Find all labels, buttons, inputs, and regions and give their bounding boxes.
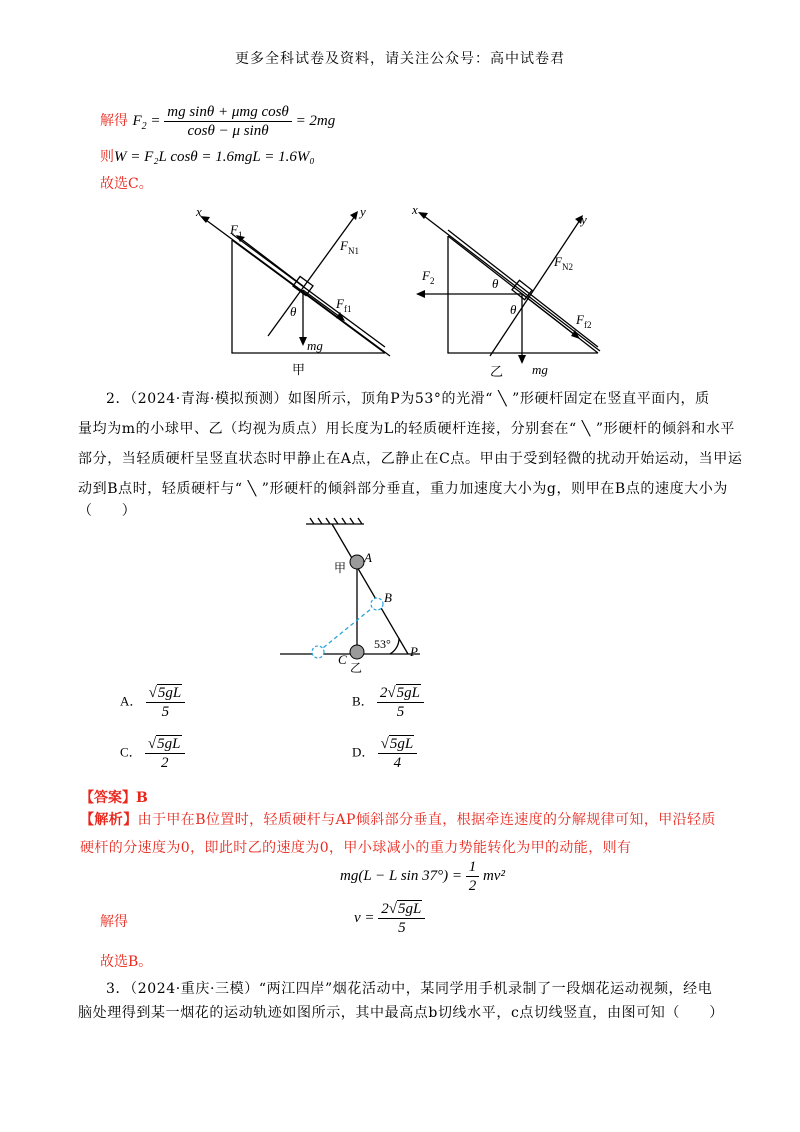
question-2-line-4: 动到B点时，轻质硬杆与“ ╲ ”形硬杆的倾斜部分垂直，重力加速度大小为g，则甲在B点的速度大小为: [78, 481, 728, 497]
mg-label-yi: mg: [532, 362, 548, 377]
velocity-radicand: 5gL: [398, 901, 422, 917]
solution-f2-line: [100, 103, 335, 140]
x-axis-jia: [206, 220, 390, 356]
ball-yi: [350, 645, 364, 659]
velocity-result: v = $\frac{2√5gL}{5}$: [354, 900, 425, 937]
velocity-coef: 2: [381, 901, 389, 917]
rod-diagram: [270, 514, 430, 674]
analysis-label: 【解析】: [80, 812, 138, 828]
f2-symbol: F: [132, 112, 142, 129]
caption-yi: 乙: [490, 364, 504, 379]
choice-c: 故选C。: [100, 176, 153, 192]
f1-label: F: [230, 222, 238, 237]
label-jia: 甲: [334, 561, 347, 575]
ghost-ball-c: [312, 646, 324, 658]
y-label-yi: y: [581, 212, 587, 227]
y-axis-yi: [490, 220, 580, 356]
fn1-label: F: [340, 238, 348, 253]
f2-result: = 2mg: [295, 112, 336, 129]
angle-arc: [390, 638, 399, 654]
choice-b: 故选B。: [100, 954, 153, 970]
option-a-den: 5: [161, 704, 170, 720]
option-d-label: D．: [352, 744, 375, 760]
question-3-line-1: 3．（2024·重庆·三模）“两江四岸”烟花活动中，某同学用手机录制了一段烟花运动视频，经电: [106, 981, 713, 997]
question-2-line-2: 量均为m的小球甲、乙（均视为质点）用长度为L的轻质硬杆连接，分别套在“ ╲ ”形硬杆的倾斜和水平: [78, 421, 736, 437]
label-c: C: [338, 652, 347, 667]
dashed-rod: [318, 604, 377, 652]
option-d-radicand: 5gL: [389, 736, 414, 752]
incline-force-diagrams: [190, 198, 620, 380]
f2-fraction: [164, 103, 292, 140]
svg-text:FN2: [553, 254, 573, 272]
label-p: P: [410, 644, 418, 659]
then-label: 则: [100, 149, 114, 165]
f2-sub-label: 2: [429, 276, 435, 286]
ff2-subscript: f2: [583, 320, 592, 330]
option-b-label: B．: [352, 693, 374, 709]
option-a-label: A．: [120, 693, 143, 709]
option-d-den: 4: [393, 755, 402, 771]
ff1-subscript: f1: [343, 304, 352, 314]
option-b-coef: 2: [379, 685, 388, 701]
y-label-jia: y: [360, 204, 366, 219]
question-2-line-3: 部分，当轻质硬杆呈竖直状态时甲静止在A点，乙静止在C点。甲由于受到轻微的扰动开始运动，当甲运: [78, 451, 743, 467]
ff1-label: F: [336, 296, 344, 311]
ghost-ball-b: [371, 598, 383, 610]
f2-numerator: mg sinθ + μmg cosθ: [164, 103, 292, 122]
ff1-arrow: [303, 290, 340, 317]
half-den: 2: [468, 878, 477, 894]
f2-label: F: [422, 268, 430, 283]
energy-equation: [340, 858, 505, 895]
x-label-yi: x: [412, 202, 418, 217]
label-b: B: [384, 590, 392, 605]
half-num: 1: [466, 858, 480, 877]
theta-yi-top: θ: [492, 276, 499, 291]
svg-text:Ff2: [575, 312, 591, 330]
diagram-jia: [206, 216, 390, 356]
ball-jia: [350, 555, 364, 569]
fn2-subscript: N2: [561, 262, 573, 272]
equals-sign: =: [150, 112, 161, 129]
theta-yi-bottom: θ: [510, 302, 517, 317]
option-c-label: C．: [120, 744, 142, 760]
label-a: A: [364, 550, 372, 565]
ff2-arrow: [522, 294, 575, 335]
option-a-radicand: 5gL: [157, 685, 182, 701]
x-label-jia: x: [196, 204, 202, 219]
inclined-rod: [332, 524, 408, 654]
fn1-subscript: N1: [347, 246, 359, 256]
ff2-label: F: [576, 312, 584, 327]
f1-subscript: 1: [237, 230, 243, 240]
option-b-den: 5: [396, 704, 405, 720]
option-b-radicand: 5gL: [396, 685, 420, 701]
option-c-radicand: 5gL: [157, 736, 181, 752]
f2-subscript: 2: [141, 120, 147, 132]
energy-lhs: mg(L − L sin 37°) =: [340, 867, 462, 884]
page-header: 更多全科试卷及资料，请关注公众号：高中试卷君: [235, 51, 565, 67]
svg-text:F2: [421, 268, 434, 286]
f1-arrow: [240, 238, 303, 286]
answer-value: B: [136, 790, 148, 806]
f2-denominator: cosθ − μ sinθ: [187, 123, 269, 139]
option-a[interactable]: A． $\frac{√5gL}{5}$: [120, 684, 185, 721]
question-3-line-2: 脑处理得到某一烟花的运动轨迹如图所示，其中最高点b切线水平，c点切线竖直，由图可知（ ）: [78, 1005, 724, 1021]
theta-jia: θ: [290, 304, 297, 319]
answer-label: 【答案】: [80, 790, 136, 806]
option-c[interactable]: C． $\frac{√5gL}{2}$: [120, 735, 185, 772]
arrowheads-jia: [200, 211, 358, 346]
work-expression: W = F₂L cosθ = 1.6mgL = 1.6W₀: [114, 149, 315, 165]
solve-label: 解得: [100, 112, 128, 129]
question-2-line-1: 2．（2024·青海·模拟预测）如图所示，顶角P为53°的光滑“ ╲ ”形硬杆固定在竖直平面内，质: [106, 391, 710, 407]
svg-text:FN1: [339, 238, 359, 256]
solution-w-line: [100, 147, 315, 167]
solve-label-2: 解得: [100, 914, 128, 930]
fn2-label: F: [554, 254, 562, 269]
label-yi: 乙: [350, 661, 363, 674]
x-axis-yi: [424, 216, 600, 351]
option-d[interactable]: D． $\frac{√5gL}{4}$: [352, 735, 417, 772]
analysis-line-1: 由于甲在B位置时，轻质硬杆与AP倾斜部分垂直，根据牵连速度的分解规律可知，甲沿轻质: [137, 812, 716, 828]
analysis-line-2: 硬杆的分速度为0，即此时乙的速度为0，甲小球减小的重力势能转化为甲的动能，则有: [80, 840, 632, 856]
option-c-den: 2: [160, 755, 169, 771]
velocity-den: 5: [398, 920, 406, 936]
velocity-lhs: v =: [354, 909, 375, 926]
question-2-line-5: （ ）: [78, 503, 137, 519]
analysis-text: [80, 806, 740, 862]
caption-jia: 甲: [292, 362, 306, 377]
answer-line: [80, 788, 148, 808]
energy-rhs: mv²: [482, 867, 505, 884]
mg-label-jia: mg: [307, 338, 323, 353]
option-b[interactable]: B． $\frac{2√5gL}{5}$: [352, 684, 424, 721]
label-angle: 53°: [374, 637, 391, 651]
